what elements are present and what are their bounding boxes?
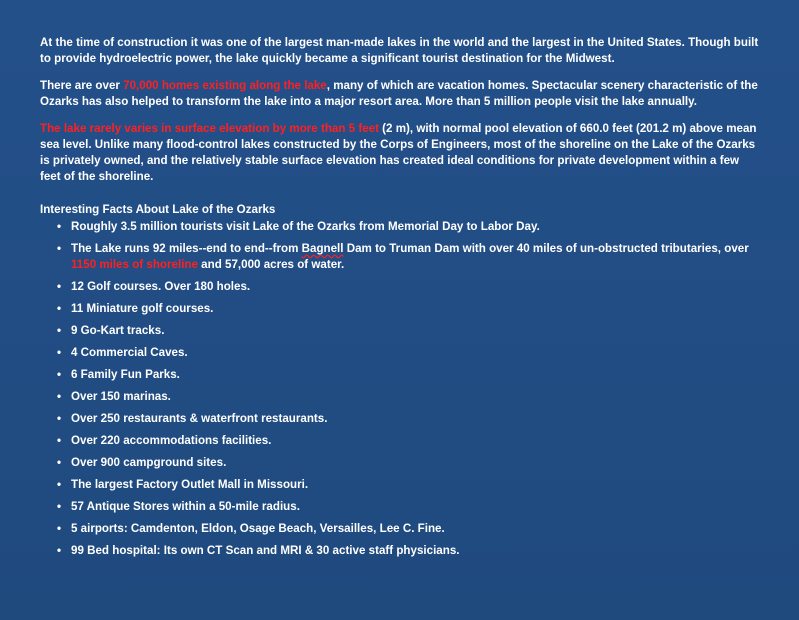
list-item-text: Over 900 campground sites. xyxy=(71,456,227,469)
bullet-icon: • xyxy=(57,456,62,469)
list-item xyxy=(57,367,759,383)
list-item-text: Over 250 restaurants & waterfront restaurants. xyxy=(71,412,328,425)
bullet-icon: • xyxy=(57,346,62,359)
bullet-icon: • xyxy=(57,324,62,337)
bullet-icon: • xyxy=(57,522,62,535)
list-item xyxy=(57,279,759,295)
paragraph-construction-text: At the time of construction it was one of the largest man-made lakes in the world and the largest in the United States. Though built to provide hydroelectric power, the lake quickly became a significant tourist destination for the Midwest. xyxy=(40,36,759,65)
bullet-icon: • xyxy=(57,412,62,425)
list-item-text: 12 Golf courses. Over 180 holes. xyxy=(71,280,251,293)
list-item-text: 99 Bed hospital: Its own CT Scan and MRI & 30 active staff physicians. xyxy=(71,544,460,557)
facts-heading: Interesting Facts About Lake of the Ozarks xyxy=(40,203,276,216)
bullet-icon: • xyxy=(57,544,62,557)
list-item-text: 11 Miniature golf courses. xyxy=(71,302,214,315)
list-item xyxy=(57,323,759,339)
list-item xyxy=(57,411,759,427)
paragraph-homes-text-start: There are over xyxy=(40,79,124,92)
list-item xyxy=(57,433,759,449)
list-item-text: 4 Commercial Caves. xyxy=(71,346,188,359)
bullet-icon: • xyxy=(57,500,62,513)
list-item-text: 5 airports: Camdenton, Eldon, Osage Beach, Versailles, Lee C. Fine. xyxy=(71,522,445,535)
list-item xyxy=(57,543,759,559)
bullet-icon: • xyxy=(57,242,62,255)
list-item xyxy=(57,499,759,515)
list-item xyxy=(57,521,759,537)
list-item xyxy=(57,477,759,493)
facts-list xyxy=(40,219,759,559)
paragraph-elevation xyxy=(40,121,759,185)
list-item-text: Roughly 3.5 million tourists visit Lake of the Ozarks from Memorial Day to Labor Day. xyxy=(71,220,540,233)
list-item-text: 57 Antique Stores within a 50-mile radius. xyxy=(71,500,300,513)
homes-highlight: 70,000 homes existing along the lake xyxy=(123,79,327,92)
elevation-highlight: The lake rarely varies in surface elevation by more than 5 feet xyxy=(40,122,379,135)
bullet-icon: • xyxy=(57,390,62,403)
list-item xyxy=(57,455,759,471)
bullet-icon: • xyxy=(57,280,62,293)
list-item xyxy=(57,345,759,361)
bullet-icon: • xyxy=(57,368,62,381)
list-item-text: 6 Family Fun Parks. xyxy=(71,368,180,381)
paragraph-elevation-text: (2 m), with normal pool elevation of 660.0 feet (201.2 m) above mean sea level. Unlike many flood-control lakes constructed by the Corps of Engineers, most of the shoreline on the Lake of the Ozarks is privately owned, and the relatively stable surface elevation has created ideal conditions for private development within a few feet of the shoreline. xyxy=(40,122,757,183)
list-item-text: The Lake runs 92 miles--end to end--from xyxy=(71,242,302,255)
list-item xyxy=(57,241,759,273)
spellcheck-word: Bagnell xyxy=(301,242,344,255)
paragraph-homes xyxy=(40,78,759,110)
list-item xyxy=(57,389,759,405)
list-item xyxy=(57,301,759,317)
list-item-text: and 57,000 acres of water. xyxy=(197,258,345,271)
list-item-text: Over 220 accommodations facilities. xyxy=(71,434,272,447)
bullet-icon: • xyxy=(57,478,62,491)
list-item xyxy=(57,219,759,235)
list-item-text: The largest Factory Outlet Mall in Missouri. xyxy=(71,478,309,491)
shoreline-highlight: 1150 miles of shoreline xyxy=(71,258,198,271)
bullet-icon: • xyxy=(57,302,62,315)
paragraph-construction xyxy=(40,35,759,67)
list-item-text: Over 150 marinas. xyxy=(71,390,171,403)
bullet-icon: • xyxy=(57,220,62,233)
list-item-text: Dam to Truman Dam with over 40 miles of un-obstructed tributaries, over xyxy=(343,242,749,255)
list-item-text: 9 Go-Kart tracks. xyxy=(71,324,165,337)
bullet-icon: • xyxy=(57,434,62,447)
paragraph-homes-text-end: , many of which are vacation homes. Spectacular scenery characteristic of the Ozarks has also helped to transform the lake into a major resort area. More than 5 million people visit the lake annually. xyxy=(40,79,758,108)
